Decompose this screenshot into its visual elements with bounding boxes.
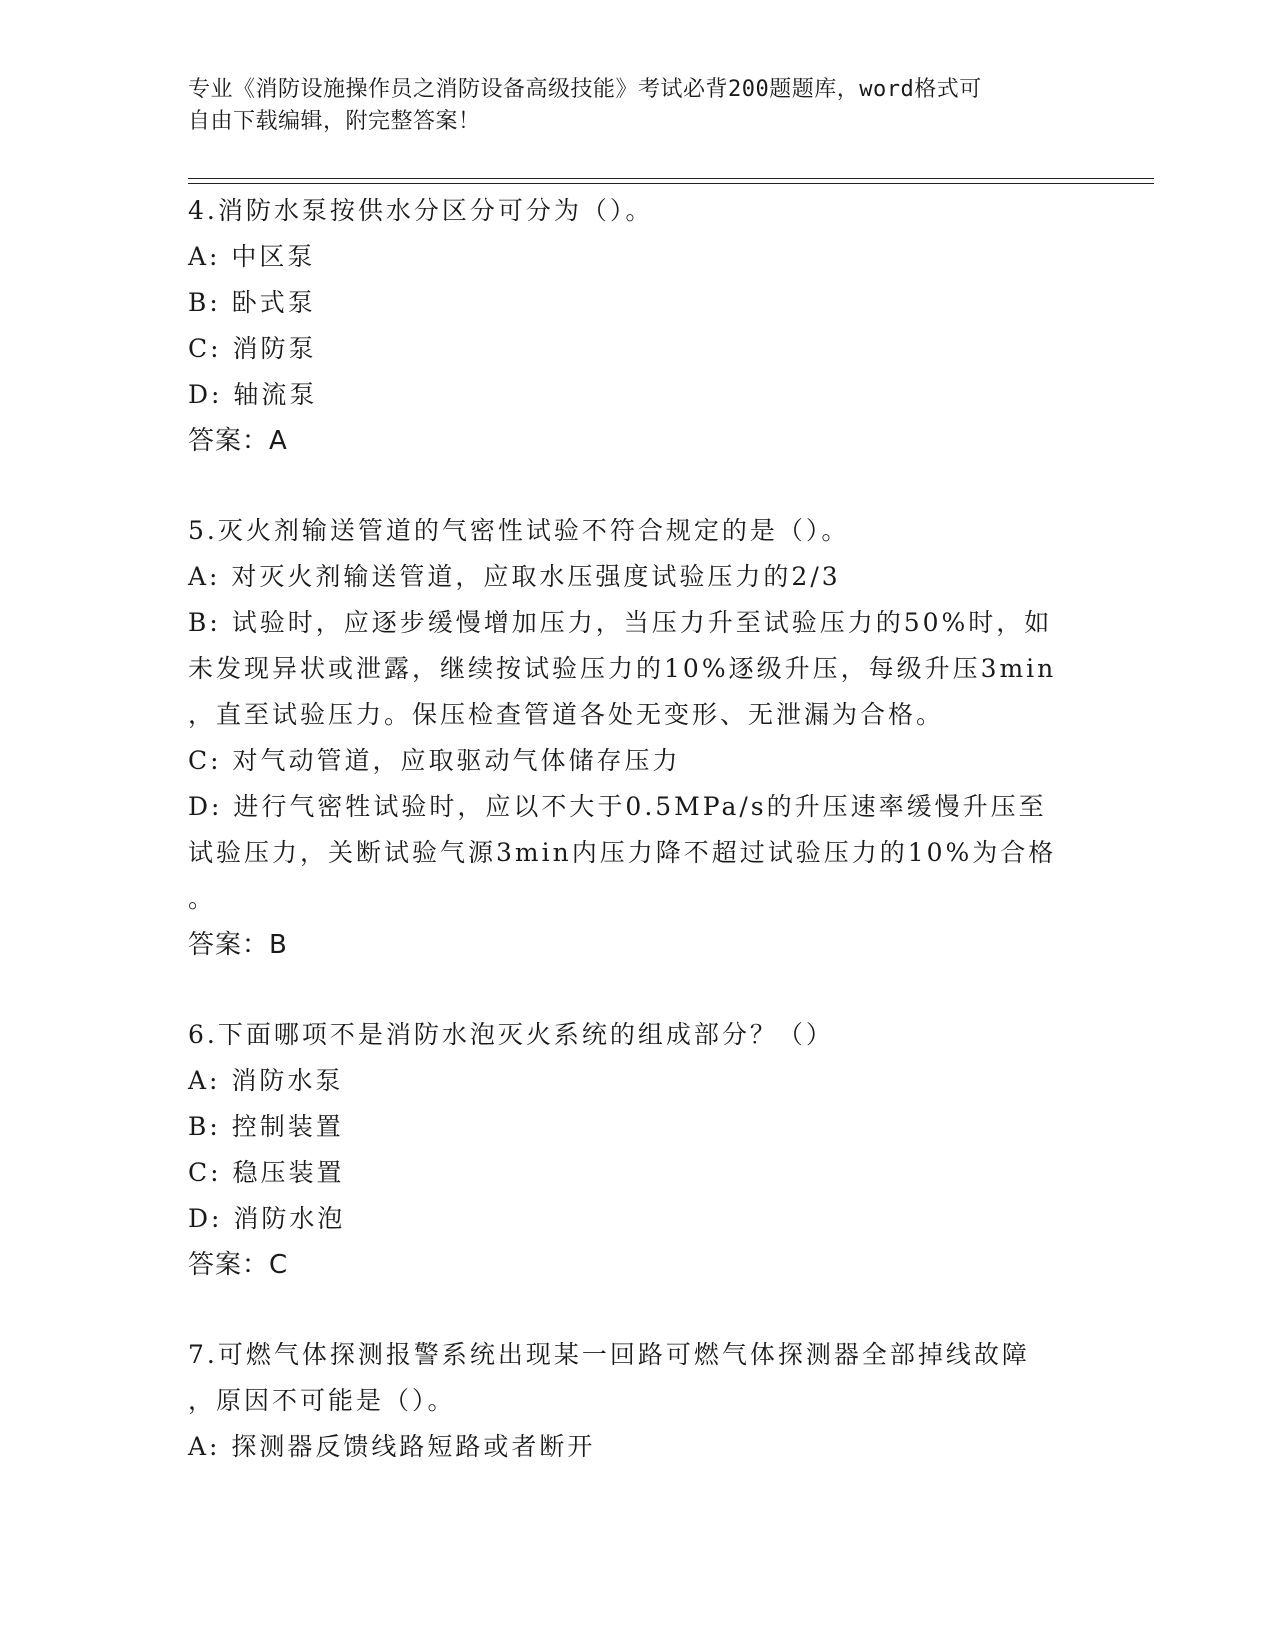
answer-option: A: 探测器反馈线路短路或者断开 [188,1432,596,1461]
answer-option: ，直至试验压力。保压检查管道各处无变形、无泄漏为合格。 [188,700,945,729]
question-block [188,188,1068,464]
answer-option: 。 [188,884,217,913]
answer-option: D: 轴流泵 [188,380,318,409]
question-stem: 4.消防水泵按供水分区分可分为（）。 [188,196,654,225]
header-line-1: 专业《消防设施操作员之消防设备高级技能》考试必背200题题库，word格式可 [188,77,982,102]
answer-key: 答案：B [188,930,288,960]
question-block [188,508,1068,968]
answer-option: 试验压力，关断试验气源3min内压力降不超过试验压力的10%为合格 [188,838,1057,867]
question-stem: 6.下面哪项不是消防水泡灭火系统的组成部分？（） [188,1020,834,1049]
document-header [188,74,1068,138]
answer-option: C: 稳压装置 [188,1158,345,1187]
answer-option: A: 消防水泵 [188,1066,344,1095]
answer-option: D: 进行气密牲试验时，应以不大于0.5MPa/s的升压速率缓慢升压至 [188,792,1047,821]
answer-key: 答案：C [188,1250,289,1280]
answer-option: A: 中区泵 [188,242,316,271]
answer-option: A: 对灭火剂输送管道，应取水压强度试验压力的2/3 [188,562,841,591]
answer-option: B: 控制装置 [188,1112,344,1141]
header-line-2: 自由下载编辑，附完整答案！ [188,109,481,134]
header-divider-top [188,178,1154,179]
question-block [188,1332,1068,1470]
answer-option: D: 消防水泡 [188,1204,346,1233]
question-stem: 7.可燃气体探测报警系统出现某一回路可燃气体探测器全部掉线故障 [188,1340,1030,1369]
header-divider-bottom [188,183,1154,184]
answer-option: 未发现异状或泄露，继续按试验压力的10%逐级升压，每级升压3min [188,654,1057,683]
question-list [188,188,1068,1514]
answer-option: B: 试验时，应逐步缓慢增加压力，当压力升至试验压力的50%时，如 [188,608,1053,637]
question-stem: 5.灭火剂输送管道的气密性试验不符合规定的是（）。 [188,516,850,545]
answer-key: 答案：A [188,426,288,456]
answer-option: C: 对气动管道，应取驱动气体储存压力 [188,746,681,775]
question-stem: ，原因不可能是（）。 [188,1386,456,1415]
answer-option: C: 消防泵 [188,334,317,363]
answer-option: B: 卧式泵 [188,288,316,317]
question-block [188,1012,1068,1288]
